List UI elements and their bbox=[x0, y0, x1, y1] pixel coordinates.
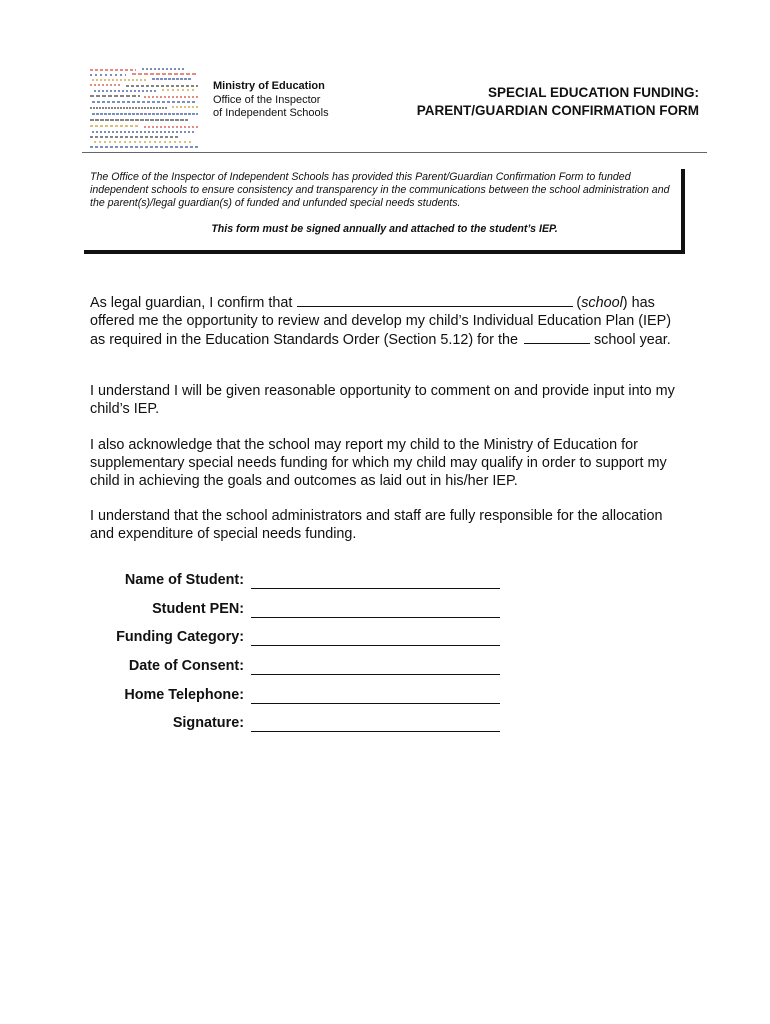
office-line-1: Office of the Inspector bbox=[213, 93, 321, 106]
confirmation-text-2: ) has offered me the opportunity to review and develop my child’s Individual Education Plan (IEP) as required in the Education Standards Order (Section 5.12) for the bbox=[90, 295, 672, 348]
school-name-blank[interactable] bbox=[297, 293, 573, 307]
responsibility-paragraph: I understand that the school administrators and staff are fully responsible for the allocation and expenditure of special needs funding. bbox=[90, 508, 663, 542]
ministry-logo bbox=[88, 66, 200, 152]
field-row-student-name bbox=[90, 570, 510, 599]
acknowledge-paragraph: I also acknowledge that the school may report my child to the Ministry of Education for supplementary special needs funding for which my child may qualify in order to support my child in achieving the goals and outcomes as laid out in his/her IEP. bbox=[90, 437, 667, 489]
school-label: school bbox=[581, 295, 623, 311]
ministry-name: Ministry of Education bbox=[213, 80, 325, 92]
field-row-funding-category bbox=[90, 627, 510, 656]
signature-fields bbox=[90, 570, 510, 742]
crest-icon bbox=[88, 66, 200, 152]
student-name-label: Name of Student: bbox=[124, 572, 244, 588]
notice-text: The Office of the Inspector of Independent Schools has provided this Parent/Guardian Confirmation Form to funded independent schools to ensure consistency and transparency in the communications between the school administration and the parent(s)/legal guardian(s) of funded and unfunded special needs students. bbox=[90, 171, 670, 210]
student-pen-field[interactable] bbox=[251, 617, 500, 618]
home-telephone-label: Home Telephone: bbox=[124, 686, 244, 703]
funding-category-label: Funding Category: bbox=[116, 629, 244, 646]
confirmation-paragraph: As legal guardian, I confirm that (school) has offered me the opportunity to review and develop my child’s Individual Education Plan (IEP) as required in the Education Standards Order (Section 5.12) for the school year. bbox=[90, 295, 672, 348]
notice-emphasis: This form must be signed annually and attached to the student’s IEP. bbox=[211, 223, 558, 235]
student-name-field[interactable] bbox=[251, 588, 500, 589]
signature-field[interactable] bbox=[251, 731, 500, 732]
date-of-consent-label: Date of Consent: bbox=[128, 658, 244, 675]
confirmation-text-1: As legal guardian, I confirm that bbox=[90, 295, 293, 311]
field-row-home-telephone bbox=[90, 685, 510, 714]
form-title bbox=[339, 84, 699, 119]
comment-paragraph: I understand I will be given reasonable opportunity to comment on and provide input into my child’s IEP. bbox=[90, 383, 675, 417]
ministry-block bbox=[213, 80, 329, 121]
confirmation-text-3: school year. bbox=[593, 332, 671, 348]
notice-box bbox=[84, 169, 685, 254]
field-row-student-pen bbox=[90, 599, 510, 628]
school-year-blank[interactable] bbox=[524, 330, 590, 344]
home-telephone-field[interactable] bbox=[251, 703, 500, 704]
funding-category-field[interactable] bbox=[251, 645, 500, 646]
student-pen-label: Student PEN: bbox=[152, 600, 244, 617]
header-divider bbox=[82, 152, 707, 153]
form-title-line-1: SPECIAL EDUCATION FUNDING: bbox=[487, 85, 699, 100]
field-row-date-of-consent bbox=[90, 656, 510, 685]
field-row-signature bbox=[90, 713, 510, 742]
date-of-consent-field[interactable] bbox=[251, 674, 500, 675]
signature-label: Signature: bbox=[172, 715, 244, 732]
office-line-2: of Independent Schools bbox=[213, 107, 329, 119]
form-title-line-2: PARENT/GUARDIAN CONFIRMATION FORM bbox=[416, 102, 699, 118]
